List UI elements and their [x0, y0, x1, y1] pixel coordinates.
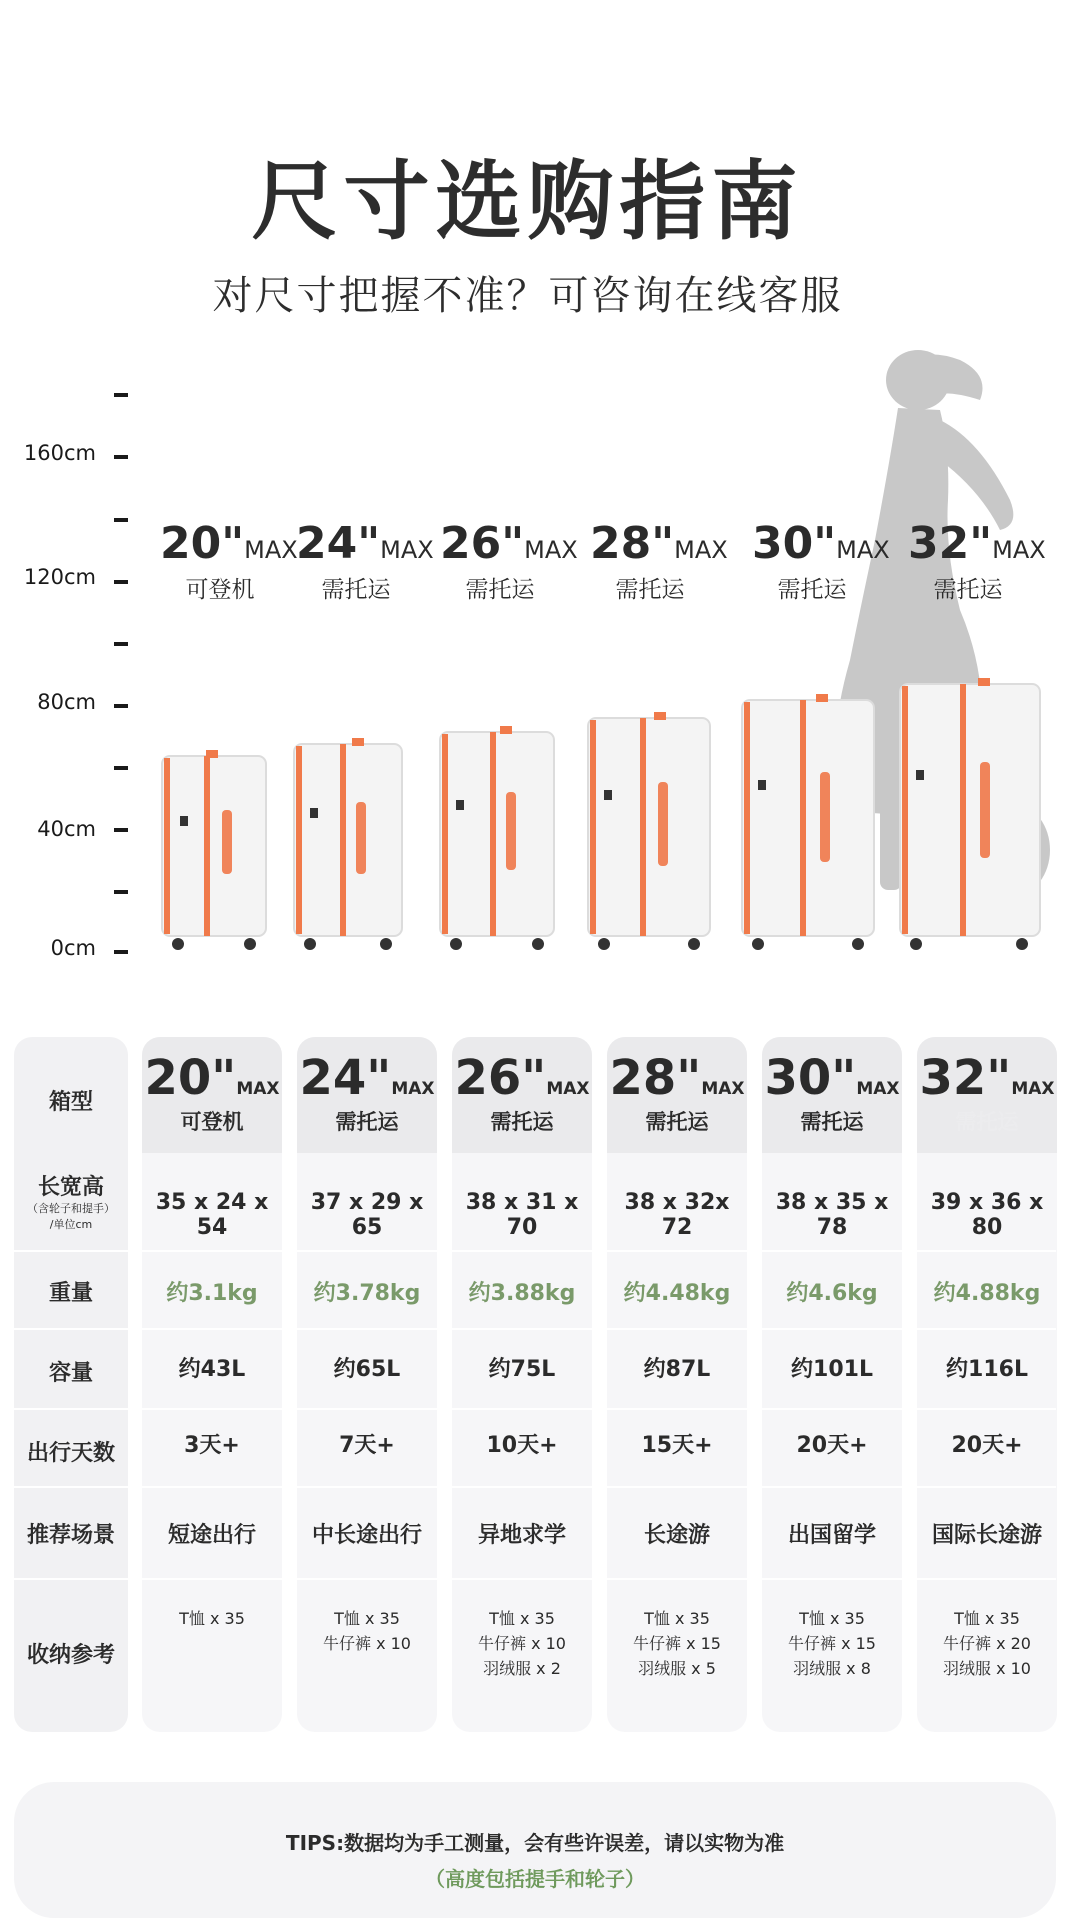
label-dims-sub1: （含轮子和提手） [27, 1202, 115, 1215]
ruler-tick [114, 950, 128, 954]
max-label: MAX [380, 536, 434, 564]
ruler-tick [114, 704, 128, 708]
cell-scene-32: 国际长途游 [931, 1523, 1042, 1548]
cell-weight-28: 约4.48kg [623, 1281, 731, 1306]
size-head-20 [160, 518, 298, 604]
size-note: 需托运 [933, 577, 1003, 603]
cell-packing-32 [917, 1606, 1057, 1681]
size-note: 可登机 [185, 577, 255, 603]
th-size: 28" [609, 1050, 702, 1106]
cell-capacity-20: 约43L [178, 1357, 246, 1382]
cell-scene-20: 短途出行 [167, 1523, 256, 1548]
size-label: 32" [908, 518, 993, 569]
cell-weight-32: 约4.88kg [933, 1281, 1041, 1306]
row-divider [14, 1250, 1056, 1252]
cell-capacity-24: 约65L [333, 1357, 401, 1382]
label-dims-main: 长宽高 [37, 1175, 104, 1200]
table-head-32 [917, 1050, 1057, 1136]
ruler-tick [114, 580, 128, 584]
ruler-label-80: 80cm [37, 690, 96, 714]
cell-dims-24: 37 x 29 x 65 [310, 1190, 424, 1240]
tips-box [14, 1782, 1056, 1918]
cell-capacity-26: 约75L [488, 1357, 556, 1382]
ruler-label-160: 160cm [23, 441, 96, 465]
th-note: 需托运 [335, 1110, 399, 1134]
ruler-tick [114, 828, 128, 832]
th-size: 26" [454, 1050, 547, 1106]
page-subtitle: 对尺寸把握不准？可咨询在线客服 [212, 273, 843, 319]
th-size: 30" [764, 1050, 857, 1106]
ruler-tick [114, 642, 128, 646]
th-max: MAX [1011, 1079, 1055, 1099]
size-head-30 [752, 518, 890, 604]
cell-packing-26 [452, 1606, 592, 1681]
size-label: 24" [296, 518, 381, 569]
th-max: MAX [856, 1079, 900, 1099]
pack-line: T恤 x 35 [644, 1609, 710, 1628]
ruler-label-120: 120cm [23, 565, 96, 589]
label-packing: 收纳参考 [26, 1643, 115, 1668]
size-note: 需托运 [615, 577, 685, 603]
suitcase-30-icon [738, 694, 878, 956]
pack-line: T恤 x 35 [954, 1609, 1020, 1628]
size-head-24 [296, 518, 434, 604]
ruler-tick [114, 455, 128, 459]
pack-line: T恤 x 35 [799, 1609, 865, 1628]
size-label: 30" [752, 518, 837, 569]
th-note: 需托运 [645, 1110, 709, 1134]
cell-days-32: 20天+ [951, 1433, 1023, 1458]
pack-line: 羽绒服 x 8 [793, 1659, 871, 1678]
cell-weight-30: 约4.6kg [786, 1281, 878, 1306]
cell-dims-26: 38 x 31 x 70 [465, 1190, 579, 1240]
ruler-tick [114, 766, 128, 770]
ruler-tick [114, 518, 128, 522]
pack-line: 牛仔裤 x 15 [632, 1634, 721, 1653]
ruler-tick [114, 890, 128, 894]
th-note: 需托运 [955, 1110, 1019, 1134]
cell-scene-26: 异地求学 [477, 1523, 566, 1548]
cell-packing-30 [762, 1606, 902, 1681]
cell-weight-24: 约3.78kg [313, 1281, 421, 1306]
ruler-label-0: 0cm [50, 936, 96, 960]
page-title: 尺寸选购指南 [251, 152, 804, 252]
pack-line: T恤 x 35 [489, 1609, 555, 1628]
max-label: MAX [836, 536, 890, 564]
pack-line: 羽绒服 x 5 [638, 1659, 716, 1678]
th-note: 需托运 [490, 1110, 554, 1134]
cell-capacity-28: 约87L [643, 1357, 711, 1382]
size-label: 26" [440, 518, 525, 569]
cell-packing-20 [142, 1606, 282, 1631]
suitcase-28-icon [584, 712, 714, 956]
th-size: 24" [299, 1050, 392, 1106]
tips-text: TIPS:数据均为手工测量，会有些许误差，请以实物为准 [285, 1831, 785, 1855]
cell-scene-28: 长途游 [643, 1523, 710, 1548]
size-head-26 [440, 518, 578, 604]
cell-packing-28 [607, 1606, 747, 1681]
label-dims-sub2: /单位cm [49, 1218, 93, 1231]
pack-line: 牛仔裤 x 10 [322, 1634, 411, 1653]
cell-dims-20: 35 x 24 x 54 [155, 1190, 269, 1240]
suitcase-32-icon [896, 678, 1044, 956]
ruler-label-40: 40cm [37, 817, 96, 841]
cell-days-24: 7天+ [339, 1433, 395, 1458]
row-divider [14, 1486, 1056, 1488]
size-label: 20" [160, 518, 245, 569]
row-divider [14, 1328, 1056, 1330]
max-label: MAX [244, 536, 298, 564]
size-note: 需托运 [777, 577, 847, 603]
height-ruler [0, 0, 140, 960]
cell-weight-26: 约3.88kg [468, 1281, 576, 1306]
cell-days-28: 15天+ [641, 1433, 713, 1458]
row-divider [14, 1408, 1056, 1410]
ruler-tick [114, 393, 128, 397]
label-capacity: 容量 [48, 1361, 93, 1386]
cell-scene-30: 出国留学 [787, 1523, 876, 1548]
pack-line: 牛仔裤 x 20 [942, 1634, 1031, 1653]
size-note: 需托运 [465, 577, 535, 603]
label-dimensions [14, 1170, 128, 1233]
label-days: 出行天数 [26, 1441, 115, 1466]
cell-days-26: 10天+ [486, 1433, 558, 1458]
suitcase-26-icon [436, 726, 558, 956]
th-max: MAX [701, 1079, 745, 1099]
th-size: 32" [919, 1050, 1012, 1106]
cell-weight-20: 约3.1kg [166, 1281, 258, 1306]
cell-days-30: 20天+ [796, 1433, 868, 1458]
pack-line: 牛仔裤 x 10 [477, 1634, 566, 1653]
max-label: MAX [674, 536, 728, 564]
cell-capacity-32: 约116L [946, 1357, 1028, 1382]
pack-line: 羽绒服 x 10 [942, 1659, 1031, 1678]
table-head-26 [452, 1050, 592, 1136]
th-max: MAX [236, 1079, 280, 1099]
label-scene: 推荐场景 [26, 1523, 115, 1548]
suitcase-24-icon [290, 738, 406, 956]
cell-dims-30: 38 x 35 x 78 [775, 1190, 889, 1240]
th-size: 20" [144, 1050, 237, 1106]
pack-line: T恤 x 35 [334, 1609, 400, 1628]
th-max: MAX [391, 1079, 435, 1099]
cell-scene-24: 中长途出行 [311, 1523, 422, 1548]
th-note: 可登机 [180, 1110, 244, 1134]
cell-capacity-30: 约101L [791, 1357, 873, 1382]
th-max: MAX [546, 1079, 590, 1099]
cell-days-20: 3天+ [184, 1433, 240, 1458]
cell-packing-24 [297, 1606, 437, 1656]
table-head-24 [297, 1050, 437, 1136]
size-head-32 [908, 518, 1046, 604]
pack-line: 牛仔裤 x 15 [787, 1634, 876, 1653]
cell-dims-28: 38 x 32x 72 [624, 1190, 730, 1240]
label-box-type: 箱型 [48, 1090, 93, 1115]
row-divider [14, 1578, 1056, 1580]
pack-line: 羽绒服 x 2 [483, 1659, 561, 1678]
pack-line: T恤 x 35 [179, 1609, 245, 1628]
size-head-28 [590, 518, 728, 604]
cell-dims-32: 39 x 36 x 80 [930, 1190, 1044, 1240]
suitcase-20-icon [158, 750, 270, 956]
tips-note: （高度包括提手和轮子） [425, 1867, 645, 1891]
table-head-28 [607, 1050, 747, 1136]
max-label: MAX [524, 536, 578, 564]
table-head-20 [142, 1050, 282, 1136]
label-weight: 重量 [48, 1281, 93, 1306]
size-label: 28" [590, 518, 675, 569]
size-note: 需托运 [321, 577, 391, 603]
th-note: 需托运 [800, 1110, 864, 1134]
table-head-30 [762, 1050, 902, 1136]
max-label: MAX [992, 536, 1046, 564]
